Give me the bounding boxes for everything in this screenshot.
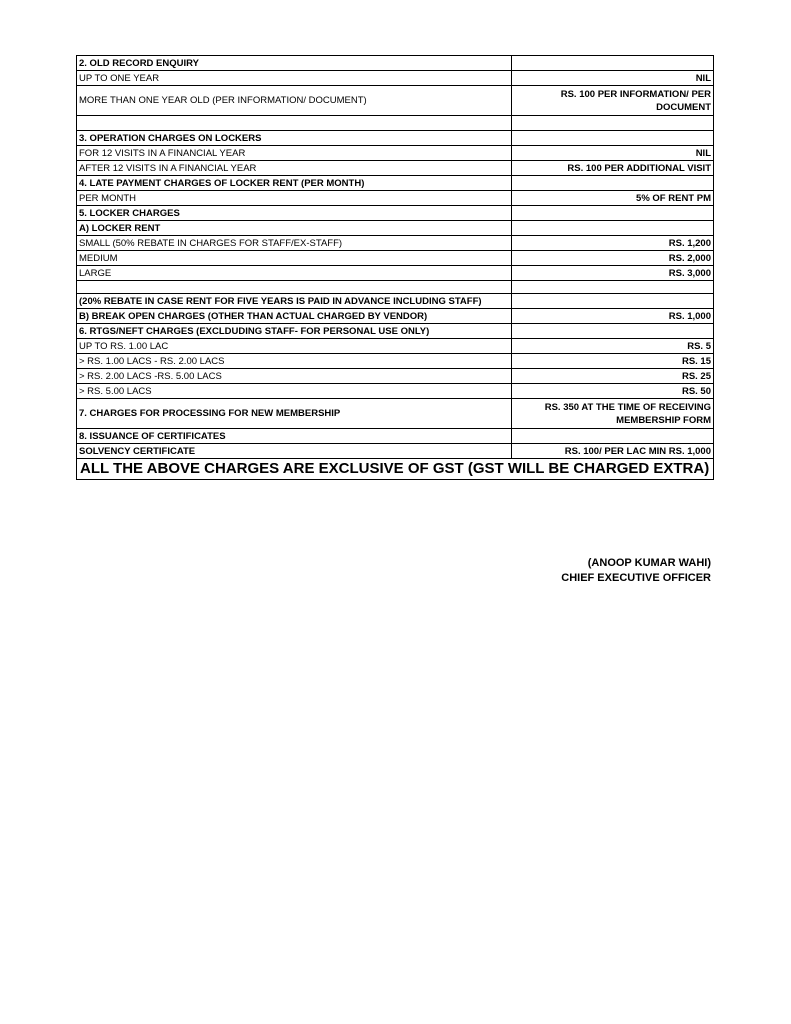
- charge-amount: RS. 25: [512, 369, 714, 384]
- table-row: [77, 206, 714, 221]
- signature-block: [480, 556, 711, 586]
- table-row: [77, 369, 714, 384]
- charge-amount: RS. 350 AT THE TIME OF RECEIVING MEMBERSHIP FORM: [512, 399, 714, 429]
- charge-amount: [512, 281, 714, 294]
- charge-amount: RS. 2,000: [512, 251, 714, 266]
- charge-amount: [512, 324, 714, 339]
- charge-amount: RS. 100 PER ADDITIONAL VISIT: [512, 161, 714, 176]
- charge-description: > RS. 1.00 LACS - RS. 2.00 LACS: [77, 354, 512, 369]
- charge-description: LARGE: [77, 266, 512, 281]
- charge-amount: [512, 116, 714, 131]
- charge-description: FOR 12 VISITS IN A FINANCIAL YEAR: [77, 146, 512, 161]
- charges-table: [76, 55, 714, 480]
- charge-amount: [512, 131, 714, 146]
- table-row: [77, 294, 714, 309]
- table-row: [77, 161, 714, 176]
- table-row: [77, 384, 714, 399]
- charge-amount: [512, 56, 714, 71]
- table-row: [77, 86, 714, 116]
- table-row: [77, 354, 714, 369]
- table-row: [77, 56, 714, 71]
- charge-amount: RS. 3,000: [512, 266, 714, 281]
- charge-amount: 5% OF RENT PM: [512, 191, 714, 206]
- signatory-title: CHIEF EXECUTIVE OFFICER: [561, 572, 711, 584]
- table-row: [77, 429, 714, 444]
- charge-description: (20% REBATE IN CASE RENT FOR FIVE YEARS IS PAID IN ADVANCE INCLUDING STAFF): [77, 294, 512, 309]
- charge-description: MEDIUM: [77, 251, 512, 266]
- charge-description: > RS. 2.00 LACS -RS. 5.00 LACS: [77, 369, 512, 384]
- charge-amount: RS. 100 PER INFORMATION/ PER DOCUMENT: [512, 86, 714, 116]
- table-row: [77, 146, 714, 161]
- charge-description: [77, 281, 512, 294]
- charge-description: 4. LATE PAYMENT CHARGES OF LOCKER RENT (PER MONTH): [77, 176, 512, 191]
- table-row: [77, 444, 714, 459]
- charge-amount: [512, 221, 714, 236]
- charge-amount: RS. 50: [512, 384, 714, 399]
- charge-description: SOLVENCY CERTIFICATE: [77, 444, 512, 459]
- charge-description: A) LOCKER RENT: [77, 221, 512, 236]
- charge-description: 3. OPERATION CHARGES ON LOCKERS: [77, 131, 512, 146]
- charge-description: B) BREAK OPEN CHARGES (OTHER THAN ACTUAL CHARGED BY VENDOR): [77, 309, 512, 324]
- table-row: [77, 266, 714, 281]
- charge-amount: [512, 429, 714, 444]
- charge-description: > RS. 5.00 LACS: [77, 384, 512, 399]
- charge-amount: NIL: [512, 71, 714, 86]
- signatory-name: (ANOOP KUMAR WAHI): [587, 557, 711, 569]
- charge-amount: [512, 176, 714, 191]
- charge-amount: [512, 294, 714, 309]
- table-row: [77, 191, 714, 206]
- charge-description: 6. RTGS/NEFT CHARGES (EXCLDUDING STAFF- FOR PERSONAL USE ONLY): [77, 324, 512, 339]
- charge-amount: RS. 5: [512, 339, 714, 354]
- charge-description: MORE THAN ONE YEAR OLD (PER INFORMATION/ DOCUMENT): [77, 86, 512, 116]
- table-row: [77, 281, 714, 294]
- table-row: [77, 116, 714, 131]
- charge-description: 7. CHARGES FOR PROCESSING FOR NEW MEMBERSHIP: [77, 399, 512, 429]
- table-row: [77, 176, 714, 191]
- table-row: [77, 221, 714, 236]
- charge-description: 5. LOCKER CHARGES: [77, 206, 512, 221]
- charge-description: 8. ISSUANCE OF CERTIFICATES: [77, 429, 512, 444]
- gst-note-row: [77, 459, 714, 480]
- charge-description: PER MONTH: [77, 191, 512, 206]
- charge-amount: RS. 1,000: [512, 309, 714, 324]
- charge-description: AFTER 12 VISITS IN A FINANCIAL YEAR: [77, 161, 512, 176]
- charge-description: [77, 116, 512, 131]
- table-row: [77, 131, 714, 146]
- charge-description: 2. OLD RECORD ENQUIRY: [77, 56, 512, 71]
- charges-table-body: [77, 56, 714, 459]
- table-row: [77, 71, 714, 86]
- charge-description: UP TO RS. 1.00 LAC: [77, 339, 512, 354]
- charge-amount: RS. 100/ PER LAC MIN RS. 1,000: [512, 444, 714, 459]
- table-row: [77, 236, 714, 251]
- charge-amount: RS. 1,200: [512, 236, 714, 251]
- gst-note: ALL THE ABOVE CHARGES ARE EXCLUSIVE OF GST (GST WILL BE CHARGED EXTRA): [77, 459, 714, 480]
- table-row: [77, 309, 714, 324]
- charge-amount: RS. 15: [512, 354, 714, 369]
- table-row: [77, 324, 714, 339]
- charge-amount: NIL: [512, 146, 714, 161]
- charge-amount: [512, 206, 714, 221]
- table-row: [77, 339, 714, 354]
- charge-description: SMALL (50% REBATE IN CHARGES FOR STAFF/EX-STAFF): [77, 236, 512, 251]
- table-row: [77, 399, 714, 429]
- table-row: [77, 251, 714, 266]
- charge-description: UP TO ONE YEAR: [77, 71, 512, 86]
